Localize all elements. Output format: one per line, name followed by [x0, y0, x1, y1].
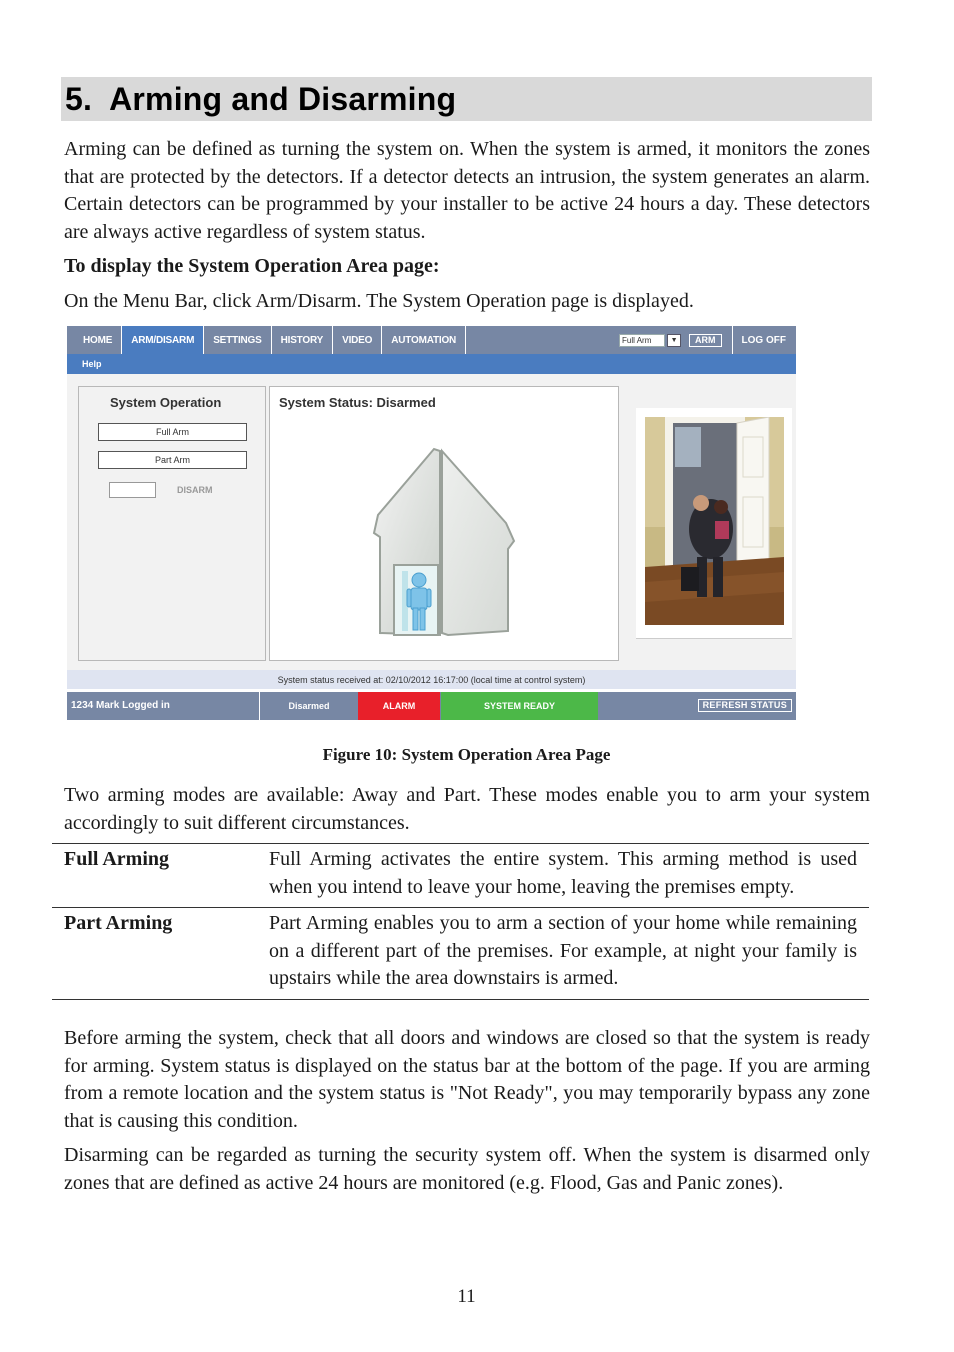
menu-arm-disarm[interactable]: ARM/DISARM [122, 326, 204, 354]
definition-row-full-arming [52, 843, 869, 907]
system-operation-screenshot [67, 326, 796, 720]
intro-paragraph: Arming can be defined as turning the system on. When the system is armed, it monitors the zones that are protected by the detectors. If a detector detects an intrusion, the system generates an alarm. Certain detectors can be programmed by your installer to be active 24 hours a day. These detectors are always active regardless of system status. [64, 138, 870, 243]
status-alarm: ALARM [358, 692, 440, 720]
help-link[interactable]: Help [82, 359, 102, 369]
definition-row-part-arming [52, 907, 869, 1000]
arm-mode-select[interactable]: Full Arm [619, 334, 665, 347]
logoff-button[interactable]: LOG OFF [732, 326, 796, 354]
definition-description: Full Arming activates the entire system. This arming method is used when you intend to leave your home, leaving the premises empty. [269, 848, 857, 898]
menu-automation[interactable]: AUTOMATION [382, 326, 466, 354]
system-status-title: System Status: Disarmed [279, 395, 436, 410]
house-disarmed-icon [368, 445, 518, 637]
system-operation-title: System Operation [110, 395, 222, 410]
disarm-button[interactable]: DISARM [177, 485, 213, 495]
menu-bar [67, 326, 796, 354]
section-number: 5. [65, 81, 93, 117]
disarming-paragraph: Disarming can be regarded as turning the security system off. When the system is disarmed only zones that are defined as active 24 hours are monitored (e.g. Flood, Gas and Panic zones). [64, 1144, 870, 1194]
status-system-ready: SYSTEM READY [441, 692, 598, 720]
arm-button[interactable]: ARM [689, 334, 722, 347]
definition-description: Part Arming enables you to arm a section of your home while remaining on a different part of the premises. For example, at night your family is upstairs while the area downstairs is armed. [269, 912, 857, 990]
page-number: 11 [457, 1286, 476, 1307]
status-bar [67, 692, 796, 720]
before-arming-paragraph: Before arming the system, check that all doors and windows are closed so that the system is ready for arming. System status is displayed on the status bar at the bottom of the page. If you are arming from a remote location and the system status is "Not Ready", you may temporarily bypass any zone that is causing this condition. [64, 1027, 870, 1132]
menu-home[interactable]: HOME [67, 326, 122, 354]
menu-video[interactable]: VIDEO [333, 326, 382, 354]
procedure-step: On the Menu Bar, click Arm/Disarm. The System Operation page is displayed. [64, 290, 694, 312]
definition-term: Full Arming [64, 848, 170, 870]
content-area [67, 374, 796, 670]
section-title: Arming and Disarming [109, 81, 457, 117]
status-disarmed: Disarmed [259, 692, 359, 720]
status-received-text: System status received at: 02/10/2012 16:17:00 (local time at control system) [277, 675, 586, 685]
refresh-status-button[interactable]: REFRESH STATUS [698, 699, 792, 712]
modes-intro-paragraph: Two arming modes are available: Away and Part. These modes enable you to arm your system accordingly to suit different circumstances. [64, 784, 870, 834]
logged-in-user: 1234 Mark Logged in [71, 700, 170, 711]
full-arm-button[interactable]: Full Arm [98, 423, 247, 441]
family-at-door-photo [645, 417, 784, 625]
system-operation-panel [78, 386, 266, 661]
family-photo-frame [636, 408, 792, 639]
section-heading [65, 81, 456, 118]
user-code-input[interactable] [109, 482, 156, 498]
help-bar [67, 354, 796, 374]
status-received-line [67, 670, 796, 689]
definition-term: Part Arming [64, 912, 173, 935]
menu-history[interactable]: HISTORY [272, 326, 334, 354]
system-status-panel [269, 386, 619, 661]
chevron-down-icon[interactable]: ▼ [667, 334, 681, 347]
menu-right-controls [619, 326, 796, 354]
section-heading-bar [61, 77, 872, 121]
part-arm-button[interactable]: Part Arm [98, 451, 247, 469]
arming-modes-table [52, 843, 869, 1000]
figure-caption: Figure 10: System Operation Area Page [322, 745, 611, 764]
menu-settings[interactable]: SETTINGS [204, 326, 271, 354]
procedure-heading: To display the System Operation Area page: [64, 255, 440, 277]
